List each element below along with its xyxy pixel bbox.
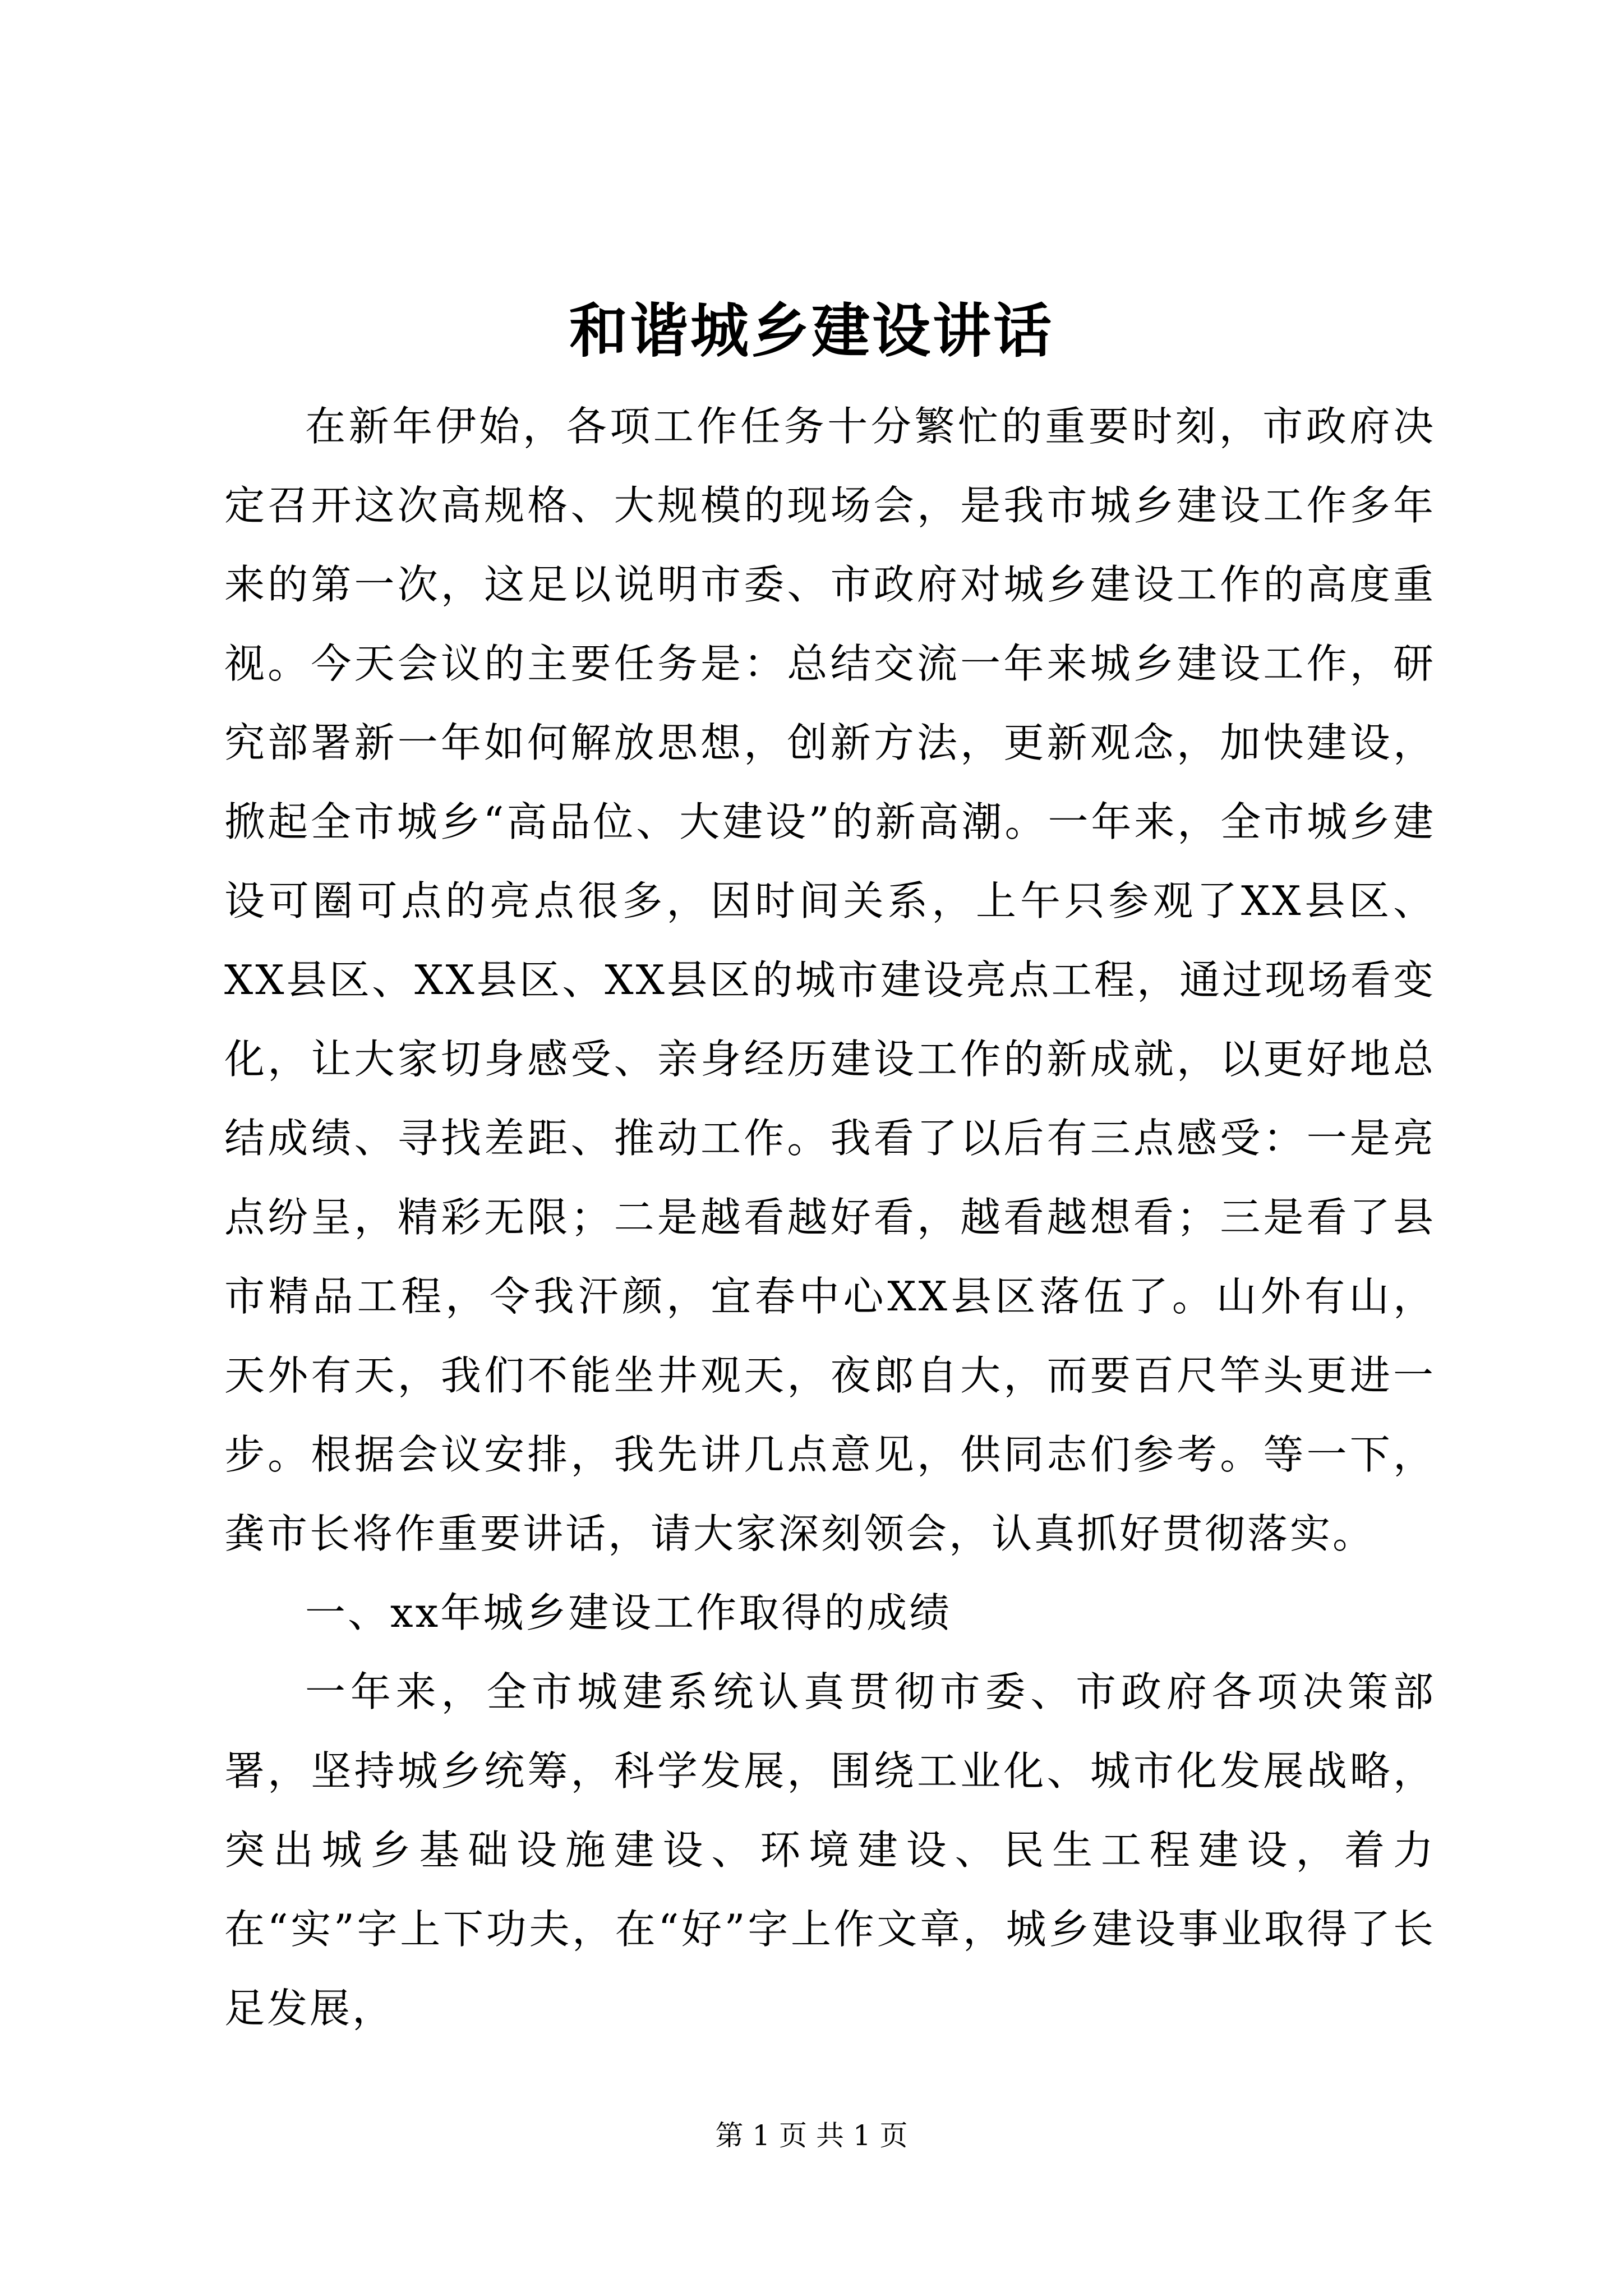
paragraph-intro: 在新年伊始，各项工作任务十分繁忙的重要时刻，市政府决定召开这次高规格、大规模的现场会，是我市城乡建设工作多年来的第一次，这足以说明市委、市政府对城乡建设工作的高度重视。今天会议的主要任务是：总结交流一年来城乡建设工作，研究部署新一年如何解放思想，创新方法，更新观念，加快建设，掀起全市城乡“高品位、大建设”的新高潮。一年来，全市城乡建设可圈可点的亮点很多，因时间关系，上午只参观了XX县区、XX县区、XX县区、XX县区的城市建设亮点工程，通过现场看变化，让大家切身感受、亲身经历建设工作的新成就，以更好地总结成绩、寻找差距、推动工作。我看了以后有三点感受：一是亮点纷呈，精彩无限；二是越看越好看，越看越想看；三是看了县市精品工程，令我汗颜，宜春中心XX县区落伍了。山外有山，天外有天，我们不能坐井观天，夜郎自大，而要百尺竿头更进一步。根据会议安排，我先讲几点意见，供同志们参考。等一下，龚市长将作重要讲话，请大家深刻领会，认真抓好贯彻落实。: [224, 403, 1436, 1557]
paragraph-achievements: 一年来，全市城建系统认真贯彻市委、市政府各项决策部署，坚持城乡统筹，科学发展，围绕工业化、城市化发展战略，突出城乡基础设施建设、环境建设、民生工程建设，着力在“实”字上下功夫，在“好”字上作文章，城乡建设事业取得了长足发展，: [224, 1668, 1436, 2032]
section-heading: 一、xx年城乡建设工作取得的成绩: [305, 1589, 952, 1636]
page-number-footer: 第 1 页 共 1 页: [715, 2119, 908, 2152]
document-body: [224, 387, 1436, 2048]
document-title: 和谐城乡建设讲话: [569, 296, 1054, 365]
